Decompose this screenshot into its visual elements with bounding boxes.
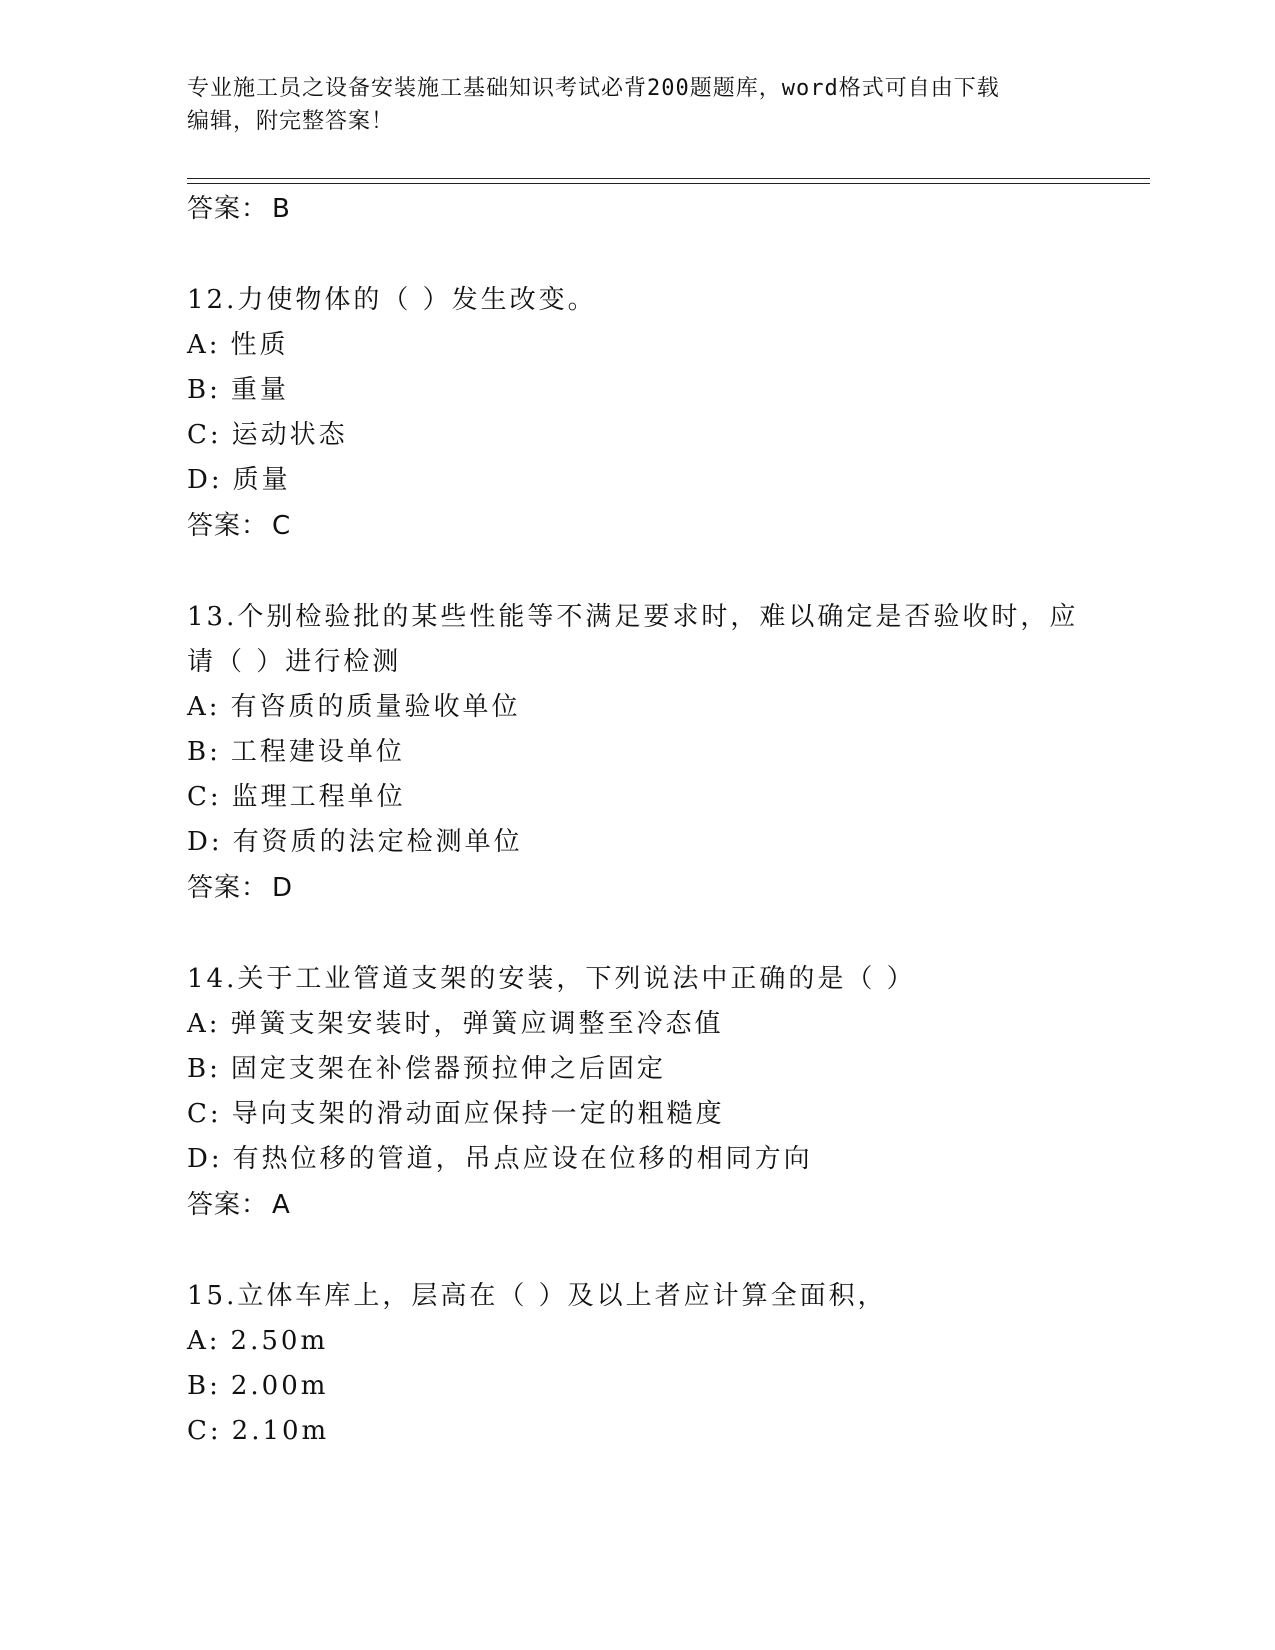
spacer xyxy=(187,232,1150,278)
option-key: A: xyxy=(187,330,221,360)
question-14 xyxy=(187,957,1150,1228)
option-key: B: xyxy=(187,737,221,767)
option-text: 有咨质的质量验收单位 xyxy=(230,692,521,722)
question-stem-line-2: 请（ ）进行检测 xyxy=(187,647,402,677)
option-key: D: xyxy=(187,465,223,495)
option-text: 性质 xyxy=(230,330,289,360)
option-text: 2.00m xyxy=(230,1371,329,1401)
option-a xyxy=(187,685,1150,730)
option-text: 2.10m xyxy=(231,1416,330,1446)
answer-value: A xyxy=(272,1190,291,1220)
option-a xyxy=(187,323,1150,368)
option-text: 重量 xyxy=(230,375,289,405)
option-key: C: xyxy=(187,420,222,450)
option-key: A: xyxy=(187,1326,221,1356)
question-13 xyxy=(187,595,1150,911)
question-stem: 15.立体车库上，层高在（ ）及以上者应计算全面积， xyxy=(187,1281,887,1311)
option-text: 固定支架在补偿器预拉伸之后固定 xyxy=(230,1054,666,1084)
option-c xyxy=(187,1092,1150,1137)
answer-value: D xyxy=(272,873,294,903)
option-key: D: xyxy=(187,827,223,857)
option-b xyxy=(187,730,1150,775)
question-stem: 12.力使物体的（ ）发生改变。 xyxy=(187,285,597,315)
question-stem-line-1: 13.个别检验批的某些性能等不满足要求时，难以确定是否验收时，应 xyxy=(187,602,1079,632)
option-text: 2.50m xyxy=(230,1326,329,1356)
document-header xyxy=(187,72,1067,138)
spacer xyxy=(187,549,1150,595)
answer-value: C xyxy=(272,511,292,541)
option-text: 有热位移的管道，吊点应设在位移的相同方向 xyxy=(232,1144,813,1174)
spacer xyxy=(187,1228,1150,1274)
option-c xyxy=(187,413,1150,458)
answer-line xyxy=(187,865,1150,911)
answer-line xyxy=(187,186,1150,232)
answer-label: 答案： xyxy=(187,873,269,903)
option-key: B: xyxy=(187,375,221,405)
question-stem: 14.关于工业管道支架的安装，下列说法中正确的是（ ） xyxy=(187,964,916,994)
option-b xyxy=(187,1364,1150,1409)
option-text: 弹簧支架安装时，弹簧应调整至冷态值 xyxy=(230,1009,724,1039)
option-key: B: xyxy=(187,1054,221,1084)
option-c xyxy=(187,775,1150,820)
option-text: 运动状态 xyxy=(231,420,348,450)
option-text: 有资质的法定检测单位 xyxy=(232,827,523,857)
answer-line xyxy=(187,1182,1150,1228)
answer-value: B xyxy=(272,194,291,224)
option-key: B: xyxy=(187,1371,221,1401)
option-a xyxy=(187,1002,1150,1047)
document-body xyxy=(187,186,1150,1454)
answer-line xyxy=(187,503,1150,549)
answer-label: 答案： xyxy=(187,511,269,541)
option-key: A: xyxy=(187,692,221,722)
option-key: D: xyxy=(187,1144,223,1174)
header-rule-top xyxy=(187,178,1150,179)
option-text: 监理工程单位 xyxy=(231,782,406,812)
header-line-1: 专业施工员之设备安装施工基础知识考试必背200题题库，word格式可自由下载 xyxy=(187,76,1000,101)
option-b xyxy=(187,368,1150,413)
option-d xyxy=(187,1137,1150,1182)
option-key: C: xyxy=(187,782,222,812)
option-text: 导向支架的滑动面应保持一定的粗糙度 xyxy=(231,1099,725,1129)
option-text: 工程建设单位 xyxy=(230,737,405,767)
option-text: 质量 xyxy=(232,465,291,495)
option-b xyxy=(187,1047,1150,1092)
option-d xyxy=(187,820,1150,865)
option-c xyxy=(187,1409,1150,1454)
answer-label: 答案： xyxy=(187,194,269,224)
option-key: A: xyxy=(187,1009,221,1039)
spacer xyxy=(187,911,1150,957)
answer-label: 答案： xyxy=(187,1190,269,1220)
question-15 xyxy=(187,1274,1150,1454)
option-key: C: xyxy=(187,1416,222,1446)
question-12 xyxy=(187,278,1150,549)
header-line-2: 编辑，附完整答案！ xyxy=(187,109,395,134)
option-d xyxy=(187,458,1150,503)
header-rule-bottom xyxy=(187,183,1150,184)
option-a xyxy=(187,1319,1150,1364)
option-key: C: xyxy=(187,1099,222,1129)
